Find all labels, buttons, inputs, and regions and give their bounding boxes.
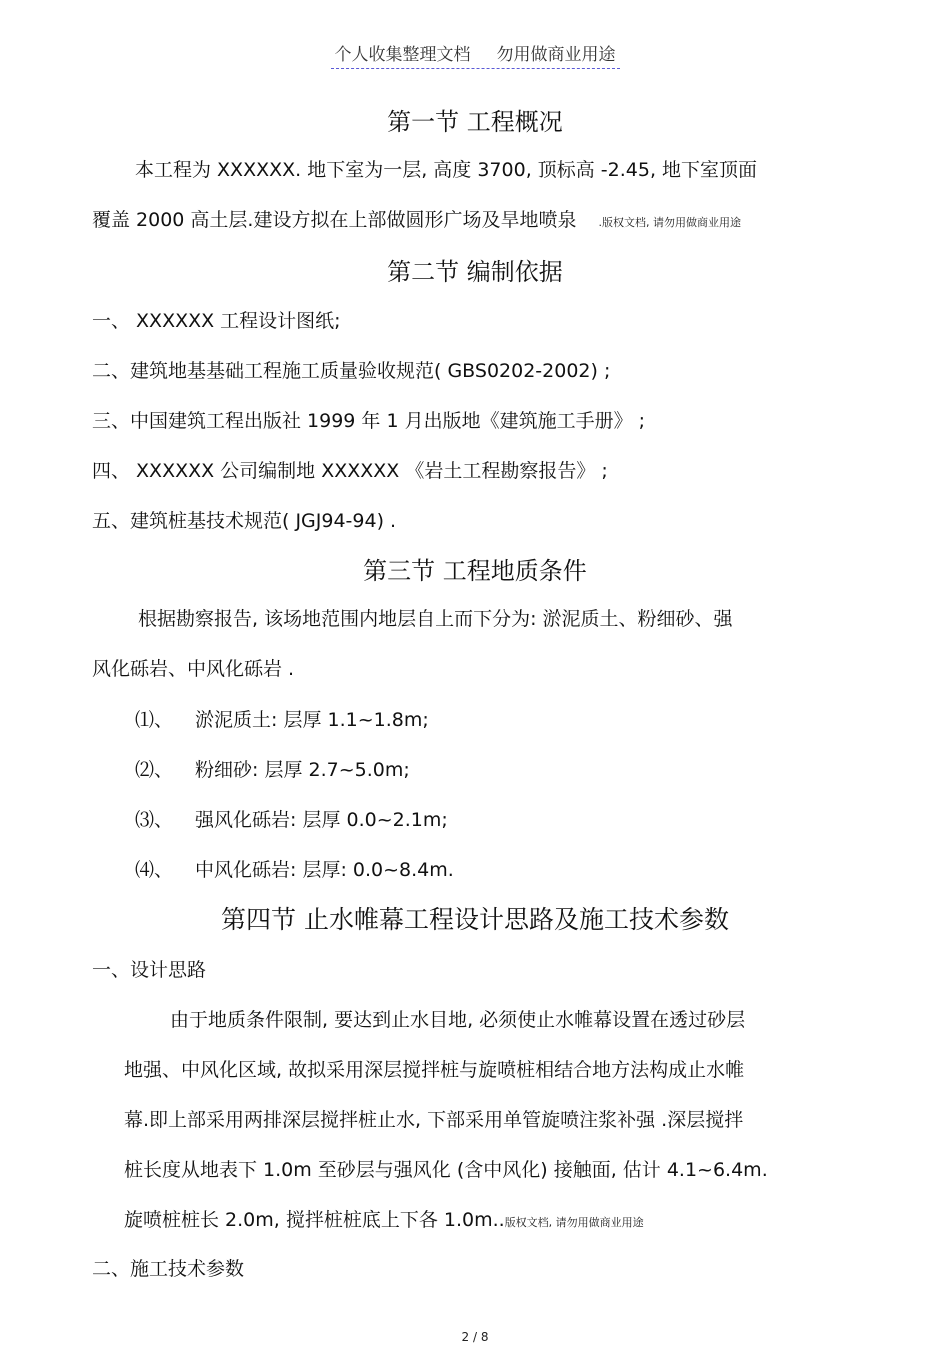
layer-item: [135, 855, 454, 882]
layer-item: [135, 805, 448, 832]
layer-item: [135, 755, 410, 782]
header-right: 勿用做商业用途: [496, 45, 616, 65]
sec4-line-5-text: 旋喷桩桩长 2.0m, 搅拌桩桩底上下各 1.0m..: [124, 1209, 505, 1231]
sec4-line-4: 桩长度从地表下 1.0m 至砂层与强风化 (含中风化) 接触面, 估计 4.1~6.4m.: [124, 1159, 768, 1181]
watermark-note: .版权文档, 请勿用做商业用途: [598, 216, 741, 229]
sec4-line-2: 地强、中风化区域, 故拟采用深层搅拌桩与旋喷桩相结合地方法构成止水帷: [124, 1059, 745, 1081]
sec2-item-1: 一、 XXXXXX 工程设计图纸;: [92, 310, 341, 332]
layer-num: ⑴、: [135, 709, 174, 731]
sec2-item-5: 五、建筑桩基技术规范( JGJ94-94) .: [92, 510, 397, 532]
layer-text: 强风化砾岩: 层厚 0.0~2.1m;: [195, 809, 448, 831]
layer-num: ⑶、: [135, 809, 174, 831]
sec3-title: 第三节 工程地质条件: [363, 557, 587, 585]
layer-num: ⑷、: [135, 859, 174, 881]
sec2-item-3: 三、中国建筑工程出版社 1999 年 1 月出版地《建筑施工手册》 ;: [92, 410, 646, 432]
sec2-item-4: 四、 XXXXXX 公司编制地 XXXXXX 《岩土工程勘察报告》 ;: [92, 460, 608, 482]
sec4-line-1: 由于地质条件限制, 要达到止水目地, 必须使止水帷幕设置在透过砂层: [170, 1009, 746, 1031]
sec3-p2: 风化砾岩、中风化砾岩 .: [92, 658, 295, 680]
page-header: [0, 40, 950, 69]
sec1-p1: 本工程为 XXXXXX. 地下室为一层, 高度 3700, 顶标高 -2.45, 地下室顶面: [135, 159, 758, 181]
layer-text: 淤泥质土: 层厚 1.1~1.8m;: [195, 709, 429, 731]
sec4-sub2: 二、施工技术参数: [92, 1258, 245, 1280]
layer-text: 中风化砾岩: 层厚: 0.0~8.4m.: [195, 859, 454, 881]
sec4-line-3: 幕.即上部采用两排深层搅拌桩止水, 下部采用单管旋喷注浆补强 .深层搅拌: [124, 1109, 744, 1131]
sec1-p2-text: 覆盖 2000 高土层.建设方拟在上部做圆形广场及旱地喷泉: [92, 209, 577, 231]
sec2-title: 第二节 编制依据: [387, 258, 563, 286]
sec4-line-5: [124, 1205, 644, 1232]
page-number: 2 / 8: [461, 1330, 489, 1344]
layer-text: 粉细砂: 层厚 2.7~5.0m;: [195, 759, 410, 781]
sec1-title: 第一节 工程概况: [387, 108, 563, 136]
watermark-note: 版权文档, 请勿用做商业用途: [504, 1216, 644, 1229]
sec4-sub1: 一、设计思路: [92, 959, 207, 981]
sec4-title: 第四节 止水帷幕工程设计思路及施工技术参数: [221, 905, 729, 934]
sec3-p1: 根据勘察报告, 该场地范围内地层自上而下分为: 淤泥质土、粉细砂、强: [138, 608, 733, 630]
sec1-p2: [92, 205, 741, 232]
layer-item: [135, 705, 429, 732]
header-left: 个人收集整理文档: [334, 45, 471, 65]
layer-num: ⑵、: [135, 759, 174, 781]
sec2-item-2: 二、建筑地基基础工程施工质量验收规范( GBS0202-2002) ;: [92, 360, 611, 382]
header-underline: [331, 40, 620, 69]
